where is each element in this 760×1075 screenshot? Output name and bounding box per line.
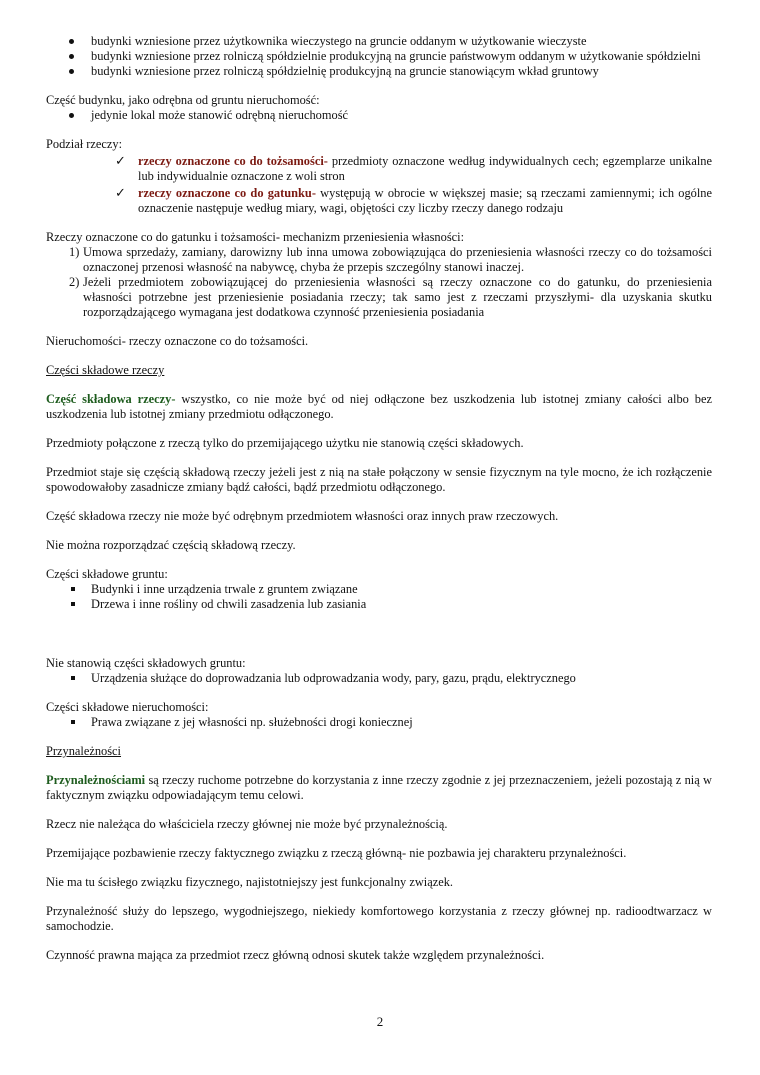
paragraph: Przynależność służy do lepszego, wygodniejszego, niekiedy komfortowego korzystania z rzeczy głównej np. radioodtwarzacz w samochodzie.: [46, 904, 712, 933]
paragraph: Przedmiot staje się częścią składową rzeczy jeżeli jest z nią na stałe połączony w sensie fizycznym na tyle mocno, że ich rozłączenie spowodowałoby zasadnicze zmiany bądź całości, bądź przedmiotu odłączonego.: [46, 465, 712, 494]
land-parts-list: [46, 582, 712, 612]
paragraph: Część składowa rzeczy nie może być odrębnym przedmiotem własności oraz innych praw rzeczowych.: [46, 509, 559, 523]
term: rzeczy oznaczone co do gatunku-: [138, 186, 316, 200]
term: rzeczy oznaczone co do tożsamości-: [138, 154, 328, 168]
section-heading: Części składowe nieruchomości:: [46, 700, 209, 714]
definition: występują w obrocie w większej masie; są rzeczami zamiennymi; ich ogólne oznaczenie następuje według miary, wagi, objętości czy liczby rzeczy danego rodzaju: [138, 186, 712, 215]
definition: przedmioty oznaczone według indywidualnych cech; egzemplarze unikalne lub indywidualnie oznaczone z woli stron: [138, 154, 712, 183]
paragraph: Nieruchomości- rzeczy oznaczone co do tożsamości.: [46, 334, 309, 348]
page-number: 2: [376, 1014, 384, 1029]
section-heading: Rzeczy oznaczone co do gatunku i tożsamości- mechanizm przeniesienia własności:: [46, 230, 465, 244]
item-number: 2): [69, 275, 80, 289]
section-heading: Przynależności: [46, 744, 122, 758]
mechanism-list: [46, 245, 712, 320]
paragraph: Nie ma tu ścisłego związku fizycznego, najistotniejszy jest funkcjonalny związek.: [46, 875, 454, 889]
paragraph: Czynność prawna mająca za przedmiot rzecz główną odnosi skutek także względem przynależności.: [46, 948, 545, 962]
list-item: [46, 154, 712, 184]
division-list: [46, 154, 712, 216]
definition-paragraph: Przynależnościami są rzeczy ruchome potrzebne do korzystania z inne rzeczy zgodnie z jej przeznaczeniem, jeżeli pozostają z nią w faktycznym związku odpowiadającym temu celowi.: [46, 773, 712, 802]
list-item: budynki wzniesione przez użytkownika wieczystego na gruncie oddanym w użytkowanie wieczyste: [46, 34, 712, 49]
list-item: [46, 186, 712, 216]
section-heading: Części składowe gruntu:: [46, 567, 168, 581]
list-item: 2) Jeżeli przedmiotem zobowiązującej do przeniesienia własności są rzeczy oznaczone co do gatunku, do przeniesienia własności potrzebne jest przeniesienie posiadania rzeczy; tak samo jest z rzeczami przyszłymi- dla uzyskania skutku rozporządzającego wymagana jest dodatkowa czynność przeniesienia posiadania: [69, 275, 712, 319]
list-item: jedynie lokal może stanowić odrębną nieruchomość: [46, 108, 712, 123]
list-item: budynki wzniesione przez rolniczą spółdzielnie produkcyjną na gruncie państwowym oddanym w użytkowanie spółdzielni: [46, 49, 712, 64]
non-parts-list: [46, 671, 712, 686]
paragraph: Nie można rozporządzać częścią składową rzeczy.: [46, 538, 296, 552]
property-parts-list: [46, 715, 712, 730]
buildings-list: [46, 34, 712, 79]
list-item: Urządzenia służące do doprowadzania lub odprowadzania wody, pary, gazu, prądu, elektrycznego: [46, 671, 712, 686]
section-heading: Część budynku, jako odrębna od gruntu nieruchomość:: [46, 93, 320, 107]
list-item: Drzewa i inne rośliny od chwili zasadzenia lub zasiania: [46, 597, 712, 612]
item-number: 1): [69, 245, 80, 259]
definition-paragraph: Część składowa rzeczy- wszystko, co nie może być od niej odłączone bez uszkodzenia lub istotnej zmiany całości albo bez uszkodzenia lub istotnej zmiany przedmiotu odłączonego.: [46, 392, 712, 421]
list-item: Budynki i inne urządzenia trwale z gruntem związane: [46, 582, 712, 597]
checkmark-icon: ✓: [115, 186, 126, 201]
paragraph: Rzecz nie należąca do właściciela rzeczy głównej nie może być przynależnością.: [46, 817, 448, 831]
paragraph: Przedmioty połączone z rzeczą tylko do przemijającego użytku nie stanowią części składowych.: [46, 436, 524, 450]
list-item: Prawa związane z jej własności np. służebności drogi koniecznej: [46, 715, 712, 730]
term: Przynależnościami: [46, 773, 146, 787]
section-heading: Podział rzeczy:: [46, 137, 123, 151]
building-part-list: [46, 108, 712, 123]
section-heading: Nie stanowią części składowych gruntu:: [46, 656, 246, 670]
list-item: 1) Umowa sprzedaży, zamiany, darowizny lub inna umowa zobowiązująca do przeniesienia własności rzeczy co do tożsamości oznaczonej przenosi własność na nabywcę, chyba że przepis szczególny stanowi inaczej.: [69, 245, 712, 274]
checkmark-icon: ✓: [115, 154, 126, 169]
term: Część składowa rzeczy-: [46, 392, 176, 406]
list-item: budynki wzniesione przez rolniczą spółdzielnię produkcyjną na gruncie stanowiącym wkład gruntowy: [46, 64, 712, 79]
document-page: [46, 34, 712, 963]
paragraph: Przemijające pozbawienie rzeczy faktycznego związku z rzeczą główną- nie pozbawia jej charakteru przynależności.: [46, 846, 627, 860]
section-heading: Części składowe rzeczy: [46, 363, 165, 377]
